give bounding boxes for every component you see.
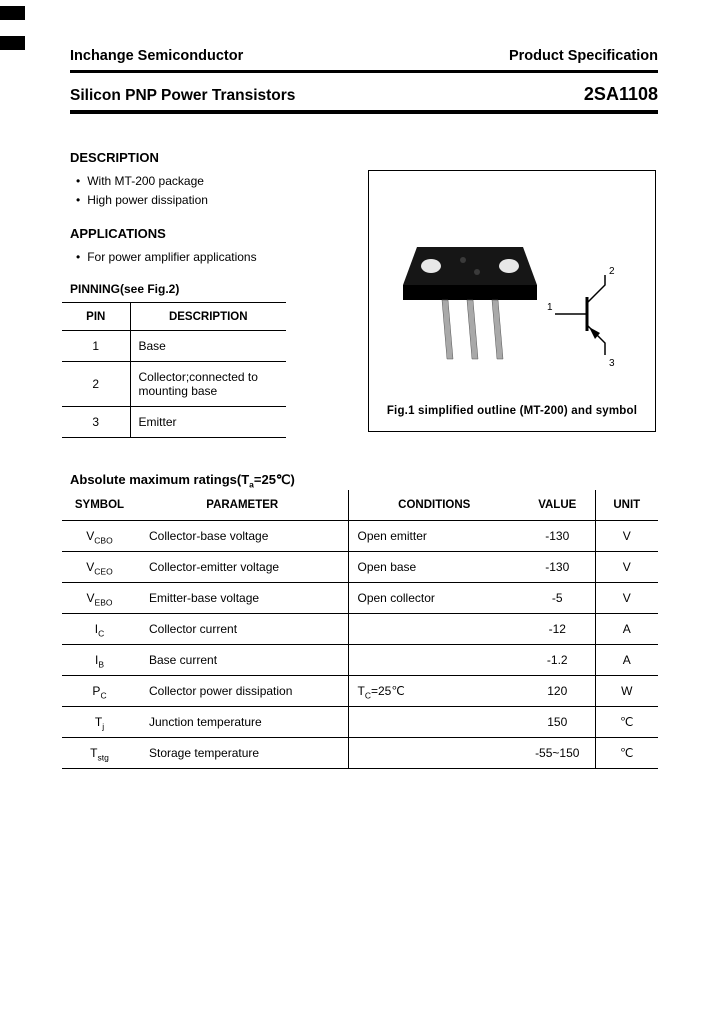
bullet-glyph: • bbox=[76, 174, 81, 188]
pin-row bbox=[62, 362, 286, 407]
parameter-column-header: PARAMETER bbox=[137, 490, 348, 520]
symbol-base: I bbox=[94, 652, 99, 667]
package-dimple bbox=[474, 269, 480, 275]
conditions-subscript: C bbox=[364, 689, 371, 700]
part-number: 2SA1108 bbox=[583, 84, 658, 104]
print-registration-mark bbox=[0, 36, 25, 50]
ratings-heading-text: Absolute maximum ratings(T bbox=[70, 472, 250, 487]
ratings-row bbox=[62, 551, 658, 582]
parameter-cell: Collector-emitter voltage bbox=[137, 551, 348, 582]
description-item bbox=[70, 172, 208, 191]
conditions-text: Open base bbox=[357, 559, 417, 574]
symbol-subscript: EBO bbox=[94, 596, 113, 607]
pin-description: Base bbox=[130, 331, 286, 362]
symbol-subscript: CBO bbox=[94, 534, 113, 545]
value-cell: -12 bbox=[520, 613, 595, 644]
symbol-cell bbox=[62, 582, 137, 613]
package-front-face bbox=[403, 285, 537, 300]
symbol-base: T bbox=[90, 745, 98, 760]
mt200-package-drawing bbox=[395, 241, 545, 371]
pin-number: 3 bbox=[62, 407, 130, 438]
unit-cell: V bbox=[595, 551, 658, 582]
symbol-pin-3-label: 3 bbox=[609, 358, 615, 369]
applications-heading: APPLICATIONS bbox=[70, 226, 166, 241]
symbol-pin-1-label: 1 bbox=[547, 302, 553, 313]
value-column-header: VALUE bbox=[520, 490, 595, 520]
ratings-row bbox=[62, 706, 658, 737]
value-cell: -130 bbox=[520, 520, 595, 551]
ratings-row bbox=[62, 582, 658, 613]
bullet-glyph: • bbox=[76, 250, 81, 264]
company-name: Inchange Semiconductor bbox=[70, 48, 244, 64]
pnp-symbol-drawing bbox=[547, 261, 637, 371]
symbol-cell bbox=[62, 706, 137, 737]
parameter-cell: Base current bbox=[137, 644, 348, 675]
conditions-cell bbox=[348, 644, 520, 675]
unit-cell: V bbox=[595, 520, 658, 551]
description-section bbox=[70, 150, 208, 210]
parameter-cell: Collector power dissipation bbox=[137, 675, 348, 706]
conditions-text: =25℃ bbox=[370, 683, 405, 698]
title-rule bbox=[70, 110, 658, 114]
unit-cell: ℃ bbox=[595, 706, 658, 737]
symbol-cell bbox=[62, 644, 137, 675]
spec-label: Product Specification bbox=[508, 48, 658, 64]
figure-1-box bbox=[368, 170, 656, 432]
symbol-subscript: C bbox=[100, 689, 107, 700]
conditions-cell bbox=[348, 613, 520, 644]
symbol-base: V bbox=[86, 559, 95, 574]
ratings-row bbox=[62, 644, 658, 675]
parameter-cell: Collector current bbox=[137, 613, 348, 644]
parameter-cell: Emitter-base voltage bbox=[137, 582, 348, 613]
symbol-column-header: SYMBOL bbox=[62, 490, 137, 520]
pin-column-header: PIN bbox=[62, 303, 130, 331]
unit-cell: A bbox=[595, 644, 658, 675]
value-cell: -1.2 bbox=[520, 644, 595, 675]
pin-row bbox=[62, 331, 286, 362]
symbol-cell bbox=[62, 520, 137, 551]
pinning-label: PINNING(see Fig.2) bbox=[70, 282, 180, 296]
description-item-text: With MT-200 package bbox=[87, 174, 204, 188]
symbol-cell bbox=[62, 551, 137, 582]
symbol-base: P bbox=[92, 683, 101, 698]
conditions-cell bbox=[348, 582, 520, 613]
pin-description: Collector;connected to mounting base bbox=[130, 362, 286, 407]
symbol-emitter-lead bbox=[587, 325, 605, 355]
description-heading: DESCRIPTION bbox=[70, 150, 159, 165]
symbol-cell bbox=[62, 737, 137, 768]
pin-description: Emitter bbox=[130, 407, 286, 438]
description-item bbox=[70, 191, 208, 210]
ratings-heading-text: =25℃) bbox=[253, 472, 295, 487]
header-rule bbox=[70, 70, 658, 73]
symbol-subscript: B bbox=[98, 658, 104, 669]
symbol-subscript: stg bbox=[97, 751, 109, 762]
print-registration-mark bbox=[0, 6, 25, 20]
symbol-base: V bbox=[86, 528, 95, 543]
conditions-cell bbox=[348, 737, 520, 768]
symbol-subscript: C bbox=[98, 627, 105, 638]
ratings-heading-subscript: a bbox=[249, 479, 254, 490]
description-column-header: DESCRIPTION bbox=[130, 303, 286, 331]
conditions-cell bbox=[348, 551, 520, 582]
ratings-row bbox=[62, 737, 658, 768]
value-cell: 150 bbox=[520, 706, 595, 737]
conditions-cell bbox=[348, 520, 520, 551]
conditions-column-header: CONDITIONS bbox=[348, 490, 520, 520]
applications-section bbox=[70, 226, 257, 267]
symbol-pin-2-label: 2 bbox=[609, 266, 615, 277]
unit-cell: A bbox=[595, 613, 658, 644]
value-cell: -5 bbox=[520, 582, 595, 613]
title-row bbox=[70, 84, 658, 105]
ratings-table bbox=[62, 490, 658, 769]
unit-cell: ℃ bbox=[595, 737, 658, 768]
pin-row bbox=[62, 407, 286, 438]
symbol-base: T bbox=[94, 714, 103, 729]
conditions-text: T bbox=[357, 683, 365, 698]
symbol-cell bbox=[62, 613, 137, 644]
parameter-cell: Junction temperature bbox=[137, 706, 348, 737]
symbol-subscript: CEO bbox=[94, 565, 113, 576]
package-lead bbox=[442, 300, 453, 359]
pin-table-header-row bbox=[62, 303, 286, 331]
symbol-subscript: j bbox=[102, 720, 105, 731]
description-item-text: High power dissipation bbox=[87, 193, 208, 207]
symbol-base: V bbox=[86, 590, 95, 605]
package-dimple bbox=[460, 257, 466, 263]
conditions-text: Open collector bbox=[357, 590, 435, 605]
pin-number: 1 bbox=[62, 331, 130, 362]
symbol-collector-lead bbox=[587, 275, 605, 303]
package-lead bbox=[467, 300, 478, 359]
mounting-hole-right bbox=[499, 259, 519, 273]
pin-number: 2 bbox=[62, 362, 130, 407]
value-cell: -130 bbox=[520, 551, 595, 582]
value-cell: 120 bbox=[520, 675, 595, 706]
ratings-row bbox=[62, 675, 658, 706]
parameter-cell: Collector-base voltage bbox=[137, 520, 348, 551]
conditions-cell bbox=[348, 706, 520, 737]
applications-item-text: For power amplifier applications bbox=[87, 250, 257, 264]
pin-table bbox=[62, 302, 286, 438]
applications-item bbox=[70, 248, 257, 267]
ratings-row bbox=[62, 520, 658, 551]
mounting-hole-left bbox=[421, 259, 441, 273]
ratings-row bbox=[62, 613, 658, 644]
page-header bbox=[70, 48, 658, 64]
doc-title: Silicon PNP Power Transistors bbox=[70, 87, 296, 104]
figure-caption: Fig.1 simplified outline (MT-200) and symbol bbox=[386, 405, 638, 417]
symbol-base: I bbox=[94, 621, 99, 636]
conditions-text: Open emitter bbox=[357, 528, 427, 543]
value-cell: -55~150 bbox=[520, 737, 595, 768]
unit-column-header: UNIT bbox=[595, 490, 658, 520]
unit-cell: V bbox=[595, 582, 658, 613]
ratings-header-row bbox=[62, 490, 658, 520]
package-lead bbox=[492, 300, 503, 359]
ratings-heading bbox=[70, 472, 295, 488]
conditions-cell bbox=[348, 675, 520, 706]
bullet-glyph: • bbox=[76, 193, 81, 207]
parameter-cell: Storage temperature bbox=[137, 737, 348, 768]
symbol-cell bbox=[62, 675, 137, 706]
unit-cell: W bbox=[595, 675, 658, 706]
